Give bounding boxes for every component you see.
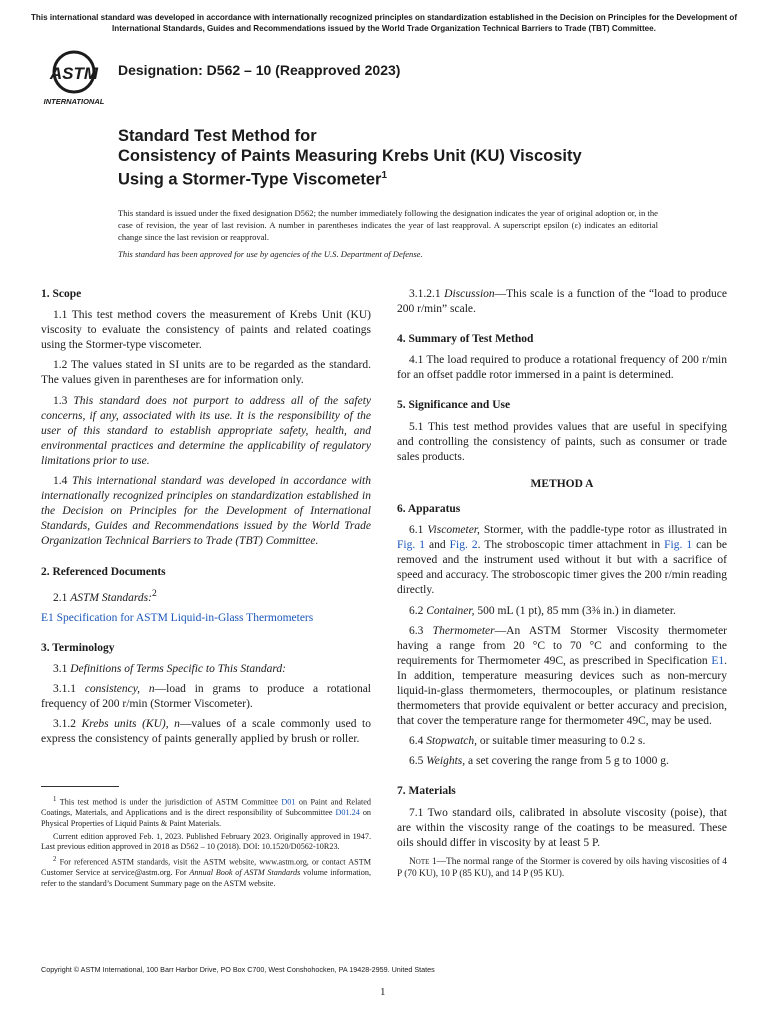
logo-text: ASTM [49, 64, 99, 83]
approved-statement: This standard has been approved for use by agencies of the U.S. Department of Defense. [118, 249, 423, 259]
note-1: Note 1—The normal range of the Stormer is covered by oils having viscosities of 4 P (70 KU), 10 P (85 KU), and 14 P (95 KU). [397, 856, 727, 880]
d01-link[interactable]: D01 [281, 797, 296, 807]
paragraph-3-1-1: 3.1.1 consistency, n—load in grams to produce a rotational frequency of 200 r/min (Stormer Viscometer). [41, 682, 371, 710]
paragraph-1-3: 1.3 This standard does not purport to address all of the safety concerns, if any, associated with its use. It is the responsibility of the user of this standard to establish appropriate safety, health, and environmental practices and determine the applicability of regulatory limitations prior to use. [41, 394, 371, 467]
section-heading-significance: 5. Significance and Use [397, 399, 511, 412]
title-footnote-ref[interactable]: 1 [381, 170, 388, 181]
paragraph-3-1-2: 3.1.2 Krebs units (KU), n—values of a scale commonly used to express the consistency of paints generally applied by brush or roller. [41, 717, 371, 746]
footnote-1-edition: Current edition approved Feb. 1, 2023. Published February 2023. Originally approved in 1947. Last previous edition approved in 2018 as D562 – 10 (2018). DOI: 10.1520/D0562-10R23. [41, 831, 371, 852]
section-heading-referenced-documents: 2. Referenced Documents [41, 565, 166, 578]
title-line-2: Consistency of Paints Measuring Krebs Unit (KU) Viscosity [118, 147, 582, 165]
issued-statement: This standard is issued under the fixed designation D562; the number immediately following the designation indicates the year of original adoption or, in the case of revision, the year of last revision. A number in parentheses indicates the year of last reapproval. A superscript epsilon (ε) indicates an editorial change since the last revision or reapproval. [118, 208, 658, 242]
footnote-ref-2[interactable]: 2 [151, 587, 157, 599]
fig-1-link-2[interactable]: Fig. 1 [664, 539, 693, 552]
document-title [118, 126, 678, 190]
title-line-1: Standard Test Method for [118, 127, 317, 145]
e1-link[interactable]: E1 [41, 611, 54, 624]
d01-24-link[interactable]: D01.24 [335, 808, 360, 818]
paragraph-5-1: 5.1 This test method provides values that are useful in specifying and controlling the consistency of paints, such as consumer or trade sales products. [397, 420, 727, 463]
paragraph-6-3: 6.3 Thermometer—An ASTM Stormer Viscosity thermometer having a range from 20 °C to 70 °C and conforming to the requirements for Thermometer 49C, as prescribed in Specification E1. In addition, temperature measuring devices such as non-mercury liquid-in-glass thermometers, thermocouples, or platinum resistance thermometers that provide equivalent or better accuracy and precision, that cover the temperature range for thermometer 49C, may be used. [397, 624, 727, 728]
section-heading-scope: 1. Scope [41, 288, 82, 300]
referenced-document-e1[interactable] [41, 611, 371, 626]
section-heading-materials: 7. Materials [397, 785, 456, 798]
header-notice: This international standard was developed in accordance with internationally recognized principles on standardization established in the Decision on Principles for the Development of International Standards, Guides and Recommendations issued by the World Trade Organization Technical Barriers to Trade (TBT) Committee. [30, 13, 738, 33]
page-number: 1 [380, 986, 386, 998]
method-a-heading: METHOD A [530, 477, 594, 490]
footnote-divider [41, 786, 119, 787]
paragraph-1-4: 1.4 This international standard was developed in accordance with internationally recognized principles on standardization established in the Decision on Principles for the Development of International Standards, Guides and Recommendations issued by the World Trade Organization Technical Barriers to Trade (TBT) Committee. [41, 475, 372, 548]
e1-spec-link[interactable]: E1 [711, 654, 725, 667]
paragraph-1-2: 1.2 The values stated in SI units are to be regarded as the standard. The values given in parentheses are for information only. [41, 359, 371, 387]
paragraph-6-5: 6.5 Weights, a set covering the range from 5 g to 1000 g. [409, 755, 669, 768]
title-line-3: Using a Stormer-Type Viscometer$^1$ [118, 170, 388, 189]
copyright: Copyright © ASTM International, 100 Barr Harbor Drive, PO Box C700, West Conshohocken, PA 19428-2959. United States [41, 965, 435, 974]
footnote-1: $^1$ This test method is under the jurisdiction of ASTM Committee D01 on Paint and Related Coatings, Materials, and Applications and is the direct responsibility of Subcommittee D01.24 on Physical Properties of Liquid Paints & Paint Materials. [41, 796, 372, 828]
paragraph-6-1: 6.1 Viscometer, Stormer, with the paddle-type rotor as illustrated in Fig. 1 and Fig. 2. The stroboscopic timer attachment in Fig. 1 can be removed and the instrument used without it but with a sacrifice of speed and accuracy. The stroboscopic timer gives the 200 r/min reading directly. [397, 524, 728, 597]
fig-1-link[interactable]: Fig. 1 [397, 539, 425, 552]
footnotes [41, 795, 371, 891]
astm-logo [40, 48, 112, 108]
paragraph-7-1: 7.1 Two standard oils, calibrated in absolute viscosity (poise), that are within the viscosity range of the coatings to be measured. These oils should differ in viscosity by at least 5 P. [397, 806, 727, 849]
e1-title-link[interactable]: Specification for ASTM Liquid-in-Glass Thermometers [56, 611, 314, 624]
paragraph-3-1: 3.1 Definitions of Terms Specific to This Standard: [53, 662, 286, 675]
logo-subtext: INTERNATIONAL [43, 97, 105, 106]
paragraph-4-1: 4.1 The load required to produce a rotational frequency of 200 r/min for an offset paddle rotor immersed in a paint is determined. [397, 354, 727, 382]
paragraph-2-1: 2.1 ASTM Standards:$^2$ [53, 587, 157, 604]
right-column [397, 287, 727, 885]
paragraph-6-2: 6.2 Container, 500 mL (1 pt), 85 mm (3⅜ in.) in diameter. [409, 604, 676, 617]
designation: Designation: D562 – 10 (Reapproved 2023) [118, 62, 401, 78]
paragraph-6-4: 6.4 Stopwatch, or suitable timer measuring to 0.2 s. [409, 735, 646, 748]
section-heading-terminology: 3. Terminology [41, 641, 115, 654]
section-heading-apparatus: 6. Apparatus [397, 502, 461, 515]
paragraph-1-1: 1.1 This test method covers the measurement of Krebs Unit (KU) viscosity to evaluate the consistency of paints and related coatings using the Stormer-type viscometer. [41, 309, 371, 352]
left-column [41, 287, 371, 752]
footnote-2: $^2$ For referenced ASTM standards, visit the ASTM website, www.astm.org, or contact ASTM Customer Service at service@astm.org. For Annual Book of ASTM Standards volume information, refer to the standard’s Document Summary page on the ASTM website. [41, 855, 372, 888]
fig-2-link[interactable]: Fig. 2 [449, 539, 478, 552]
paragraph-3-1-2-1: 3.1.2.1 Discussion—This scale is a function of the “load to produce 200 r/min” scale. [397, 288, 728, 316]
section-heading-summary: 4. Summary of Test Method [397, 333, 534, 346]
